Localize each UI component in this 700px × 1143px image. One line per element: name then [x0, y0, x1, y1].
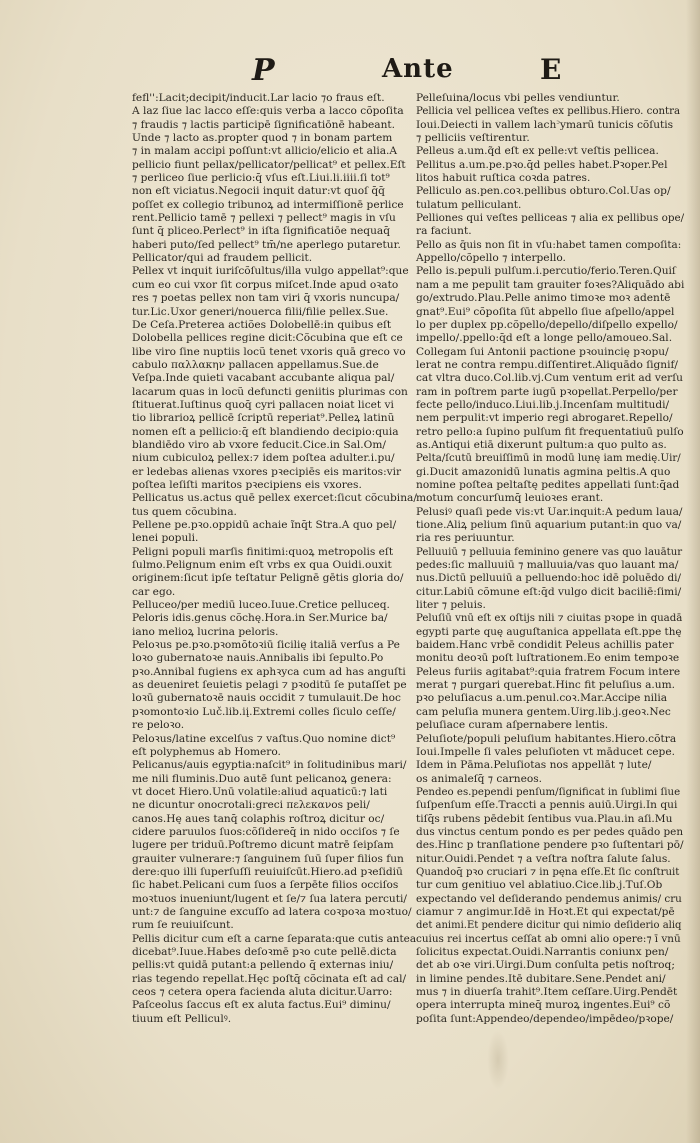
text-line: eſt polyphemus ab Homero.	[132, 745, 281, 758]
text-line: motum concurſumq̄ leuioꝛes erant.	[416, 492, 604, 505]
text-line: Pelta/ſcutū breuiſſimū in modū lunę iam medię.Uir/	[416, 453, 681, 465]
text-line: ⁊ pelliciis veſtirentur.	[416, 132, 530, 145]
text-line: tio librarioꝝ pellicē ſcriptū reperiat⁹.Pelleꝝ latinũ	[132, 412, 395, 425]
text-line: Peleus furiis agitabat⁹:quia fratrem Focum intere	[416, 665, 681, 678]
text-line: Pello as q̄uis non ſit in vſu:habet tamen compoſita:	[416, 238, 682, 251]
text-line: Pellis dicitur cum eſt a carne ſeparata:que cutis antea	[132, 932, 417, 945]
text-line: Pello is.pepuli pulſum.i.percutio/ferio.Teren.Quiſ	[416, 265, 676, 278]
text-line: Pelleſuina/locus vbi pelles vendiuntur.	[416, 92, 620, 104]
text-line: nus.Dictū pelluuiū a pelluendo:hoc idē poluēdo di/	[416, 572, 681, 585]
text-line: ⁊ in malam accipi poſſunt:vt allicio/elicio et alia.A	[132, 145, 398, 158]
text-line: as.Antiqui etiā dixerunt pultum:a quo pulto as.	[416, 438, 667, 451]
text-line: egypti parte quę auguſtanica appellata eſt.ppe thę	[416, 625, 682, 638]
text-line: Pelleus a.um.q̃d eſt ex pelle:vt veſtis pellicea.	[416, 145, 659, 158]
text-line: Pelliones qui veſtes pelliceas ⁊ alia ex pellibus ope/	[416, 212, 685, 225]
text-line: Pellicator/qui ad fraudem pellicit.	[132, 252, 313, 265]
text-line: baidem.Hanc vrbē condidit Peleus achillis pater	[416, 639, 674, 652]
text-line: haberi puto/ſed pellect⁹ tm̄/ne aperlego putaretur.	[132, 238, 401, 251]
text-line: cum eo cui vxor ſit corpus miſcet.Inde apud oꝛato	[132, 278, 399, 291]
text-line: unt:⁊ de ſanguine excuſſo ad latera coꝛpoꝛa moꝛtuo/	[132, 905, 412, 918]
text-line: De Ceſa.Preterea actiões Dolobellē:in quibus eſt	[132, 318, 392, 331]
text-line: nem perpulit:vt imperio regi abrogaret.Repello/	[416, 412, 673, 425]
text-line: litos habuit ruſtica coꝛda patres.	[416, 172, 591, 185]
text-line: tur cum genitiuo vel ablatiuo.Cice.lib.j.Tuſ.Ob	[416, 879, 663, 892]
text-line: cabulo παλλακην pallacen appellamus.Sue.de	[132, 358, 379, 371]
text-line: Peloꝛus/latine excelſus ⁊ vaſtus.Quo nomine dict⁹	[132, 732, 396, 745]
text-line: ſolicitus expectat.Ouidi.Narrantis coniunx pen/	[416, 946, 669, 958]
text-line: gi.Ducit amazonidū lunatis agmina peltis.A quo	[416, 465, 671, 478]
text-line: fecte pello/induco.Liui.lib.j.Incenſam multitudi/	[416, 398, 670, 411]
text-line: ſuſpenſum eſſe.Traccti a pennis auiū.Uirgi.In qui	[416, 799, 678, 812]
text-line: Veſpa.Inde quieti vacabant accubante aliqua pal/	[132, 372, 395, 385]
text-line: ne dicuntur onocrotali:greci πελεκανοs peli/	[132, 799, 370, 812]
text-line: me nili fluminis.Duo autē ſunt pelicanoꝝ genera:	[132, 772, 392, 785]
text-line: moꝛtuos inueniunt/lugent et ſe/⁊ ſua latera percuti/	[132, 892, 407, 905]
text-line: Ioui.Impelle ſi vales peluſioten vt māducet cepe.	[416, 745, 675, 758]
text-line: originem:ſicut ipſe teſtatur Pelignē gētis gloria do/	[132, 572, 404, 585]
text-line: ſunt q̄ pliceo.Perlect⁹ in iſta ſignificatiōe nequaq̄	[132, 225, 391, 238]
text-line: in limine pendes.Itē dubitare.Sene.Pendet ani/	[416, 972, 666, 985]
text-line: re peloꝛo.	[132, 719, 185, 732]
text-line: ram in poſtrem parte iugū pꝛopellat.Perpello/per	[416, 385, 678, 398]
text-line: rias tegendo repellat.Hęc poſtq̄ cõcinata eſt ad cal/	[132, 972, 407, 985]
text-line: Appello/cõpello ⁊ interpello.	[416, 252, 566, 265]
text-line: grauiter vulnerare:⁊ ſanguinem ſuū ſuper filios fun	[132, 852, 404, 865]
text-line: Pellicia vel pellicea veſtes ex pellibus.Hiero. contra	[416, 106, 681, 118]
text-line: car ego.	[132, 585, 176, 598]
text-line: nium cubiculoꝝ pellex:⁊ idem poſtea adulter.i.pu/	[132, 452, 395, 465]
text-line: Dolobella pellices regine dicit:Cõcubina que eſt ce	[132, 332, 403, 345]
text-line: Pellitus a.um.pe.pꝛo.q̄d pelles habet.Pꝛoper.Pel	[416, 158, 668, 171]
text-line: ⁊ fraudis ⁊ lactis participē ſignificatiōnē habeant.	[132, 118, 396, 131]
text-line: Peloris idis.genus cõchę.Hora.in Ser.Murice ba/	[132, 612, 388, 625]
text-line: canos.Hę aues tanq̄ colaphis roſtroꝝ dicitur oc/	[132, 812, 385, 825]
text-line: ſic habet.Pelicani cum ſuos a ſerpēte filios occiſos	[132, 879, 399, 892]
paper-smudge	[487, 1030, 509, 1090]
text-line: ſulmo.Pelignum enim eſt vrbs ex qua Ouidi.ouxit	[132, 559, 392, 572]
text-line: lerat ne contra rempu.diſſentiret.Aliquādo ſignif/	[416, 358, 678, 371]
text-line: Pellene pe.pꝛo.oppidū achaie ĩnq̄t Stra.A quo pel/	[132, 519, 397, 531]
text-line: merat ⁊ purgari querebat.Hinc fit peluſius a.um.	[416, 679, 676, 692]
text-line: ⁊ perliceo ſiue perlicio:q̄ vſus eſt.Liui.li.iiii.ſi tot⁹	[132, 172, 390, 185]
text-line: tus quem cõcubina.	[132, 505, 237, 518]
text-line: Ioui.Deiecti in vallem lach꜄ymarū tunicis cõſutis	[416, 118, 674, 131]
text-line: tiſq̄s rubens pēdebit ſentibus vua.Plau.in aſi.Mu	[416, 812, 673, 825]
text-line: tione.Aliꝝ pelium ſinū aquarium putant:in quo va/	[416, 519, 682, 531]
text-line: lugere per triduū.Poſtremo dicunt matrē ſeipſam	[132, 839, 394, 852]
text-line: Pelusiꝰ quaſi pede vis:vt Uar.inquit:A pedum laua/	[416, 505, 683, 518]
text-line: Peligni populi marſis finitimi:quoꝝ metropolis eſt	[132, 545, 394, 558]
text-line: cuius rei incertus ceſſat ab omni alio opere:⁊ ī vnū	[416, 932, 681, 945]
text-line: er ledebas alienas vxores pꝛecipiēs eis maritos:vir	[132, 465, 402, 478]
text-line: peluſiace curam aſpernabere lentis.	[416, 719, 609, 732]
text-line: poſtea leſiſti maritos pꝛecipiens eis vxores.	[132, 478, 362, 491]
text-line: nitur.Ouidi.Pendet ⁊ a veſtra noſtra ſalute ſalus.	[416, 852, 671, 865]
text-line: Pendeo es.pependi penſum/ſignificat in ſublimi ſiue	[416, 786, 681, 798]
text-line: monitu deoꝛū poſt luſtrationem.Eo enim tempoꝛe	[416, 652, 680, 665]
page-header	[0, 53, 700, 96]
text-line: non eſt viciatus.Negocii inquit datur:vt quoſ q̄q̄	[132, 185, 385, 198]
text-line: liter ⁊ peluis.	[416, 599, 486, 612]
text-line: Paſceolus ſaccus eſt ex aluta factus.Eui⁹ diminu/	[132, 999, 391, 1012]
text-line: blandiēdo viro ab vxore feducit.Cice.in Sal.Om/	[132, 438, 386, 451]
page-edge-shadow	[686, 0, 700, 1143]
text-line: mus ⁊ in diuerſa trahit⁹.Item ceſſare.Uirg.Pendēt	[416, 986, 678, 999]
text-line: go/extrudo.Plau.Pelle animo timoꝛe moꝛ adentē	[416, 292, 671, 305]
text-line: ria res periuuntur.	[416, 532, 515, 545]
text-line: dus vinctus centum pondo es per pedes quādo pen	[416, 825, 684, 838]
text-line: dicebat⁹.Iuue.Habes deſoꝛmē pꝛo cute pellē.dicta	[132, 946, 397, 958]
text-line: ra faciunt.	[416, 225, 472, 238]
text-line: Peluſiū vnū eſt ex oſtijs nili ⁊ ciuitas pꝛope in quadā	[416, 613, 683, 625]
text-line: nam a me pepulit tam grauiter foꝛes?Aliquādo abi	[416, 278, 685, 291]
text-line: tiuum eſt Pelliculꝰ.	[132, 1012, 232, 1025]
text-line: cidere paruulos ſuos:cõſidereq̄ in nido occiſos ⁊ ſe	[132, 825, 400, 838]
text-line: nomen eſt a pellicio:q̄ eſt blandiendo decipio:quia	[132, 425, 399, 438]
text-line: pellicio fiunt pellax/pellicator/pellicat⁹ et pellex.Eſt	[132, 158, 406, 171]
text-line: pꝛomontoꝛio Luč.lib.iį.Extremi colles ſiculo ceſſe/	[132, 705, 396, 718]
text-line: poſita ſunt:Appendeo/dependeo/impēdeo/pꝛope/	[416, 1012, 674, 1025]
text-line: citur.Labiū cõmune eſt:q̄d vulgo dicit baciliē:ſimi/	[416, 585, 682, 598]
text-line: res ⁊ poetas pellex non tam viri q̄ vxoris nuncupa/	[132, 292, 400, 305]
header-letter-left: P	[252, 53, 275, 88]
text-line: lenei populi.	[132, 532, 199, 545]
header-letter-right: E	[540, 53, 562, 86]
text-line: Pelluuiū ⁊ pelluuia feminino genere vas quo lauātur	[416, 546, 683, 558]
text-line: lo per duplex pp.cõpello/depello/diſpello expello/	[416, 318, 678, 331]
text-line: dere:quo illi ſuperſuſſi reuiuiſcūt.Hiero.ad pꝛeſidiū	[132, 865, 403, 878]
text-line: ciamur ⁊ angimur.Idē in Hoꝛt.Et qui expectat/pē	[416, 905, 675, 918]
text-line: Idem in Pāma.Peluſiotas nos appellāt ⁊ lute/	[416, 759, 652, 772]
text-line: cam peluſia munera gentem.Uirg.lib.j.geoꝛ.Nec	[416, 705, 671, 718]
text-line: det animi.Et pendere dicitur qui nimio deſiderio aliq	[416, 920, 682, 932]
text-line: des.Hinc p tranſlatione pendere pꝛo ſuſtentari pō/	[416, 839, 684, 852]
text-line: Quandoq̄ pꝛo cruciari ⁊ in pęna eſſe.Et ſic conſtruit	[416, 866, 680, 878]
text-line: pꝛo.Annibal fugiens ex aphꝛyca cum ad has anguſti	[132, 665, 406, 678]
text-line: pꝛo peluſiacus a.um.penul.coꝛ.Mar.Accipe nilia	[416, 692, 668, 705]
text-line: ceos ⁊ cetera opera facienda aluta dicitur.Uarro:	[132, 986, 393, 999]
text-line: retro pello:a ſupino pulſum fit frequentatiuū pulſo	[416, 425, 684, 438]
text-line: poſſet ex collegio tribunoꝝ ad intermiſſionē perlice	[132, 198, 404, 211]
text-line: Peloꝛus pe.pꝛo.pꝛomõtoꝛiū ſicilię italiā verſus a Pe	[132, 639, 400, 652]
header-running-title: Ante	[382, 54, 454, 84]
text-line: loꝛū gubernatoꝛē nauis occidit ⁊ tumulauit.De hoc	[132, 692, 401, 705]
text-line: cat vltra duco.Col.lib.vj.Cum ventum erit ad verſu	[416, 372, 683, 385]
text-line: tur.Lic.Uxor generi/nouerca filii/filie pellex.Sue.	[132, 305, 389, 318]
text-line: libe viro ſine nuptiis locũ tenet vxoris quā greco vo	[132, 345, 406, 358]
text-line: os animaleſq̄ ⁊ carneos.	[416, 772, 543, 785]
text-line: Pellicatus us.actus quē pellex exercet:ſicut cõcubina/	[132, 492, 417, 505]
text-line: gnat⁹.Eui⁹ cõpoſita ſūt abpello ſiue aſpello/appel	[416, 305, 675, 318]
left-text-column	[132, 92, 418, 1026]
text-line: Pelicanus/auis egyptia:naſcit⁹ in ſolitudinibus mari/	[132, 759, 407, 772]
text-line: Pellex vt inquit iuriſcõſultus/illa vulgo appellat⁹:que	[132, 265, 409, 278]
text-line: pellis:vt quidā putant:a pellendo q̄ externas iniu/	[132, 959, 394, 972]
text-line: Unde ⁊ lacto as.propter quod ⁊ in bonam partem	[132, 132, 393, 145]
text-line: nomine poſtea peltaſtę pedites appellati ſunt:q̄ad	[416, 478, 680, 491]
right-text-column	[416, 92, 684, 1026]
text-line: vt docet Hiero.Unū volatile:aliud aquaticū:⁊ lati	[132, 785, 388, 798]
text-line: opera interrupta mineq̄ muroꝝ ingentes.Eui⁹ cõ	[416, 999, 671, 1012]
text-line: lacarum quas in locũ defuncti geniitis plurimas con	[132, 385, 408, 398]
text-line: Peluſiote/populi peluſium habitantes.Hiero.cõtra	[416, 732, 677, 745]
text-line: pedes:ſic malluuiū ⁊ malluuia/vas quo lauant ma/	[416, 559, 679, 572]
text-line: det ab oꝛe viri.Uirgi.Dum conſulta petis noſtroq;	[416, 959, 675, 972]
text-line: rum ſe reuiuiſcunt.	[132, 919, 234, 932]
text-line: rent.Pellicio tamē ⁊ pellexi ⁊ pellect⁹ magis in vſu	[132, 212, 396, 225]
text-line: tulatum pelliculant.	[416, 198, 522, 211]
text-line: ſtituerat.Iuſtinus quoq̄ cyri pallacen noiat licet vi	[132, 398, 394, 411]
text-line: iano melioꝝ lucrina peloris.	[132, 625, 279, 638]
text-line: fefl'':Lacit;decipit/inducit.Lar lacio ⁊o fraus eſt.	[132, 92, 385, 104]
text-line: expectando vel deſiderando pendemus animis/ cru	[416, 892, 682, 905]
text-line: impello/.ppello:q̄d eſt a longe pello/amoueo.Sal.	[416, 332, 673, 345]
text-line: Pelliculo as.pen.coꝛ.pellibus obturo.Col.Uas op/	[416, 185, 671, 198]
text-line: A laz ſiue lac lacco eſſe:quis verba a lacco cõpoſita	[132, 105, 404, 118]
text-line: as deueniret ſeuietis pelagi ⁊ pꝛoditū ſe putaſſet pe	[132, 679, 407, 692]
text-line: Pelluceo/per mediū luceo.Iuue.Cretice pelluceq.	[132, 599, 390, 612]
text-line: Collegam ſui Antonii pactione pꝛouincię pꝛopu/	[416, 345, 669, 358]
text-line: loꝛo gubernatoꝛe nauis.Annibalis ibi ſepulto.Po	[132, 652, 384, 665]
